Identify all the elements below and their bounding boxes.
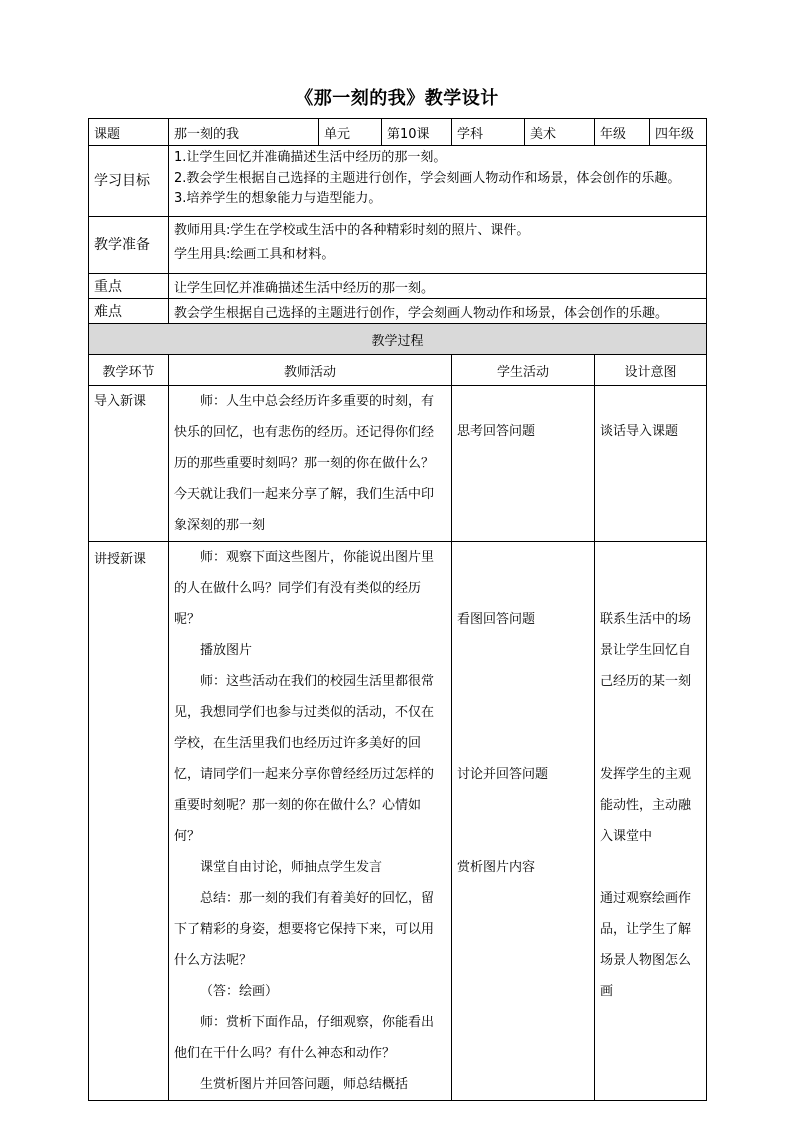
subject-label: 学科 xyxy=(452,119,525,146)
design-intent: 发挥学生的主观能动性，主动融入课堂中 xyxy=(600,767,692,844)
process-title-row xyxy=(89,324,707,355)
objective-item: 1.让学生回忆并准确描述生活中经历的那一刻。 xyxy=(174,150,447,165)
key-point-label: 重点 xyxy=(89,274,169,299)
student-tools: 学生用具:绘画工具和材料。 xyxy=(174,247,335,262)
preparation-label: 教学准备 xyxy=(89,217,169,274)
subject-value: 美术 xyxy=(525,119,595,146)
intro-student: 思考回答问题 xyxy=(452,386,595,542)
topic-value: 那一刻的我 xyxy=(169,119,319,146)
objectives-row xyxy=(89,146,707,217)
column-intent: 设计意图 xyxy=(595,355,707,386)
lecture-paragraph: 总结：那一刻的我们有着美好的回忆，留下了精彩的身姿，想要将它保持下来，可以用什么方法呢？ xyxy=(174,891,435,968)
intro-intent: 谈话导入课题 xyxy=(595,386,707,542)
student-activity: 讨论并回答问题 xyxy=(457,767,549,782)
lecture-paragraph: 播放图片 xyxy=(200,643,253,658)
key-point-row xyxy=(89,274,707,299)
topic-label: 课题 xyxy=(89,119,169,146)
difficulty-row xyxy=(89,299,707,324)
lecture-paragraph: 师：观察下面这些图片，你能说出图片里的人在做什么吗？同学们有没有类似的经历呢？ xyxy=(174,550,435,627)
intro-row xyxy=(89,386,707,542)
lecture-paragraph: （答：绘画） xyxy=(200,984,279,999)
lecture-student xyxy=(452,542,595,1101)
grade-label: 年级 xyxy=(595,119,650,146)
unit-value: 第10课 xyxy=(382,119,452,146)
design-intent: 通过观察绘画作品，让学生了解场景人物图怎么画 xyxy=(600,891,692,999)
objectives-label: 学习目标 xyxy=(89,146,169,217)
intro-teacher: 师：人生中总会经历许多重要的时刻，有快乐的回忆，也有悲伤的经历。还记得你们经历的那些重要时刻吗？那一刻的你在做什么？今天就让我们一起来分享了解，我们生活中印象深刻的那一刻 xyxy=(169,386,452,542)
teacher-tools: 教师用具:学生在学校或生活中的各种精彩时刻的照片、课件。 xyxy=(174,223,530,238)
header-row xyxy=(89,119,707,146)
objectives-content xyxy=(169,146,707,217)
grade-value: 四年级 xyxy=(650,119,707,146)
objective-item: 3.培养学生的想象能力与造型能力。 xyxy=(174,191,382,206)
key-point-value: 让学生回忆并准确描述生活中经历的那一刻。 xyxy=(169,274,707,299)
column-stage: 教学环节 xyxy=(89,355,169,386)
lecture-intent xyxy=(595,542,707,1101)
preparation-content xyxy=(169,217,707,274)
lecture-teacher xyxy=(169,542,452,1101)
unit-label: 单元 xyxy=(319,119,382,146)
preparation-row xyxy=(89,217,707,274)
objective-item: 2.教会学生根据自己选择的主题进行创作，学会刻画人物动作和场景，体会创作的乐趣。 xyxy=(174,170,681,186)
column-teacher: 教师活动 xyxy=(169,355,452,386)
design-intent: 联系生活中的场景让学生回忆自己经历的某一刻 xyxy=(600,612,692,689)
student-activity: 看图回答问题 xyxy=(457,612,536,627)
student-activity: 赏析图片内容 xyxy=(457,860,536,875)
difficulty-value: 教会学生根据自己选择的主题进行创作，学会刻画人物动作和场景，体会创作的乐趣。 xyxy=(169,299,707,324)
lecture-paragraph: 师：赏析下面作品，仔细观察，你能看出他们在干什么吗？有什么神态和动作？ xyxy=(174,1015,435,1061)
column-student: 学生活动 xyxy=(452,355,595,386)
lecture-paragraph: 生赏析图片并回答问题，师总结概括 xyxy=(200,1077,409,1092)
process-title: 教学过程 xyxy=(89,324,707,355)
document-title: 《那一刻的我》教学设计 xyxy=(295,88,499,109)
lecture-stage: 讲授新课 xyxy=(89,542,169,1101)
lesson-plan-table xyxy=(88,118,707,1101)
lecture-paragraph: 课堂自由讨论，师抽点学生发言 xyxy=(200,860,383,875)
process-columns-row xyxy=(89,355,707,386)
intro-stage: 导入新课 xyxy=(89,386,169,542)
lecture-row xyxy=(89,542,707,1101)
lecture-paragraph: 师：这些活动在我们的校园生活里都很常见，我想同学们也参与过类似的活动，不仅在学校，在生活里我们也经历过许多美好的回忆，请同学们一起来分享你曾经经历过怎样的重要时刻呢？那一刻的你在做什么？心情如何？ xyxy=(174,674,435,844)
difficulty-label: 难点 xyxy=(89,299,169,324)
